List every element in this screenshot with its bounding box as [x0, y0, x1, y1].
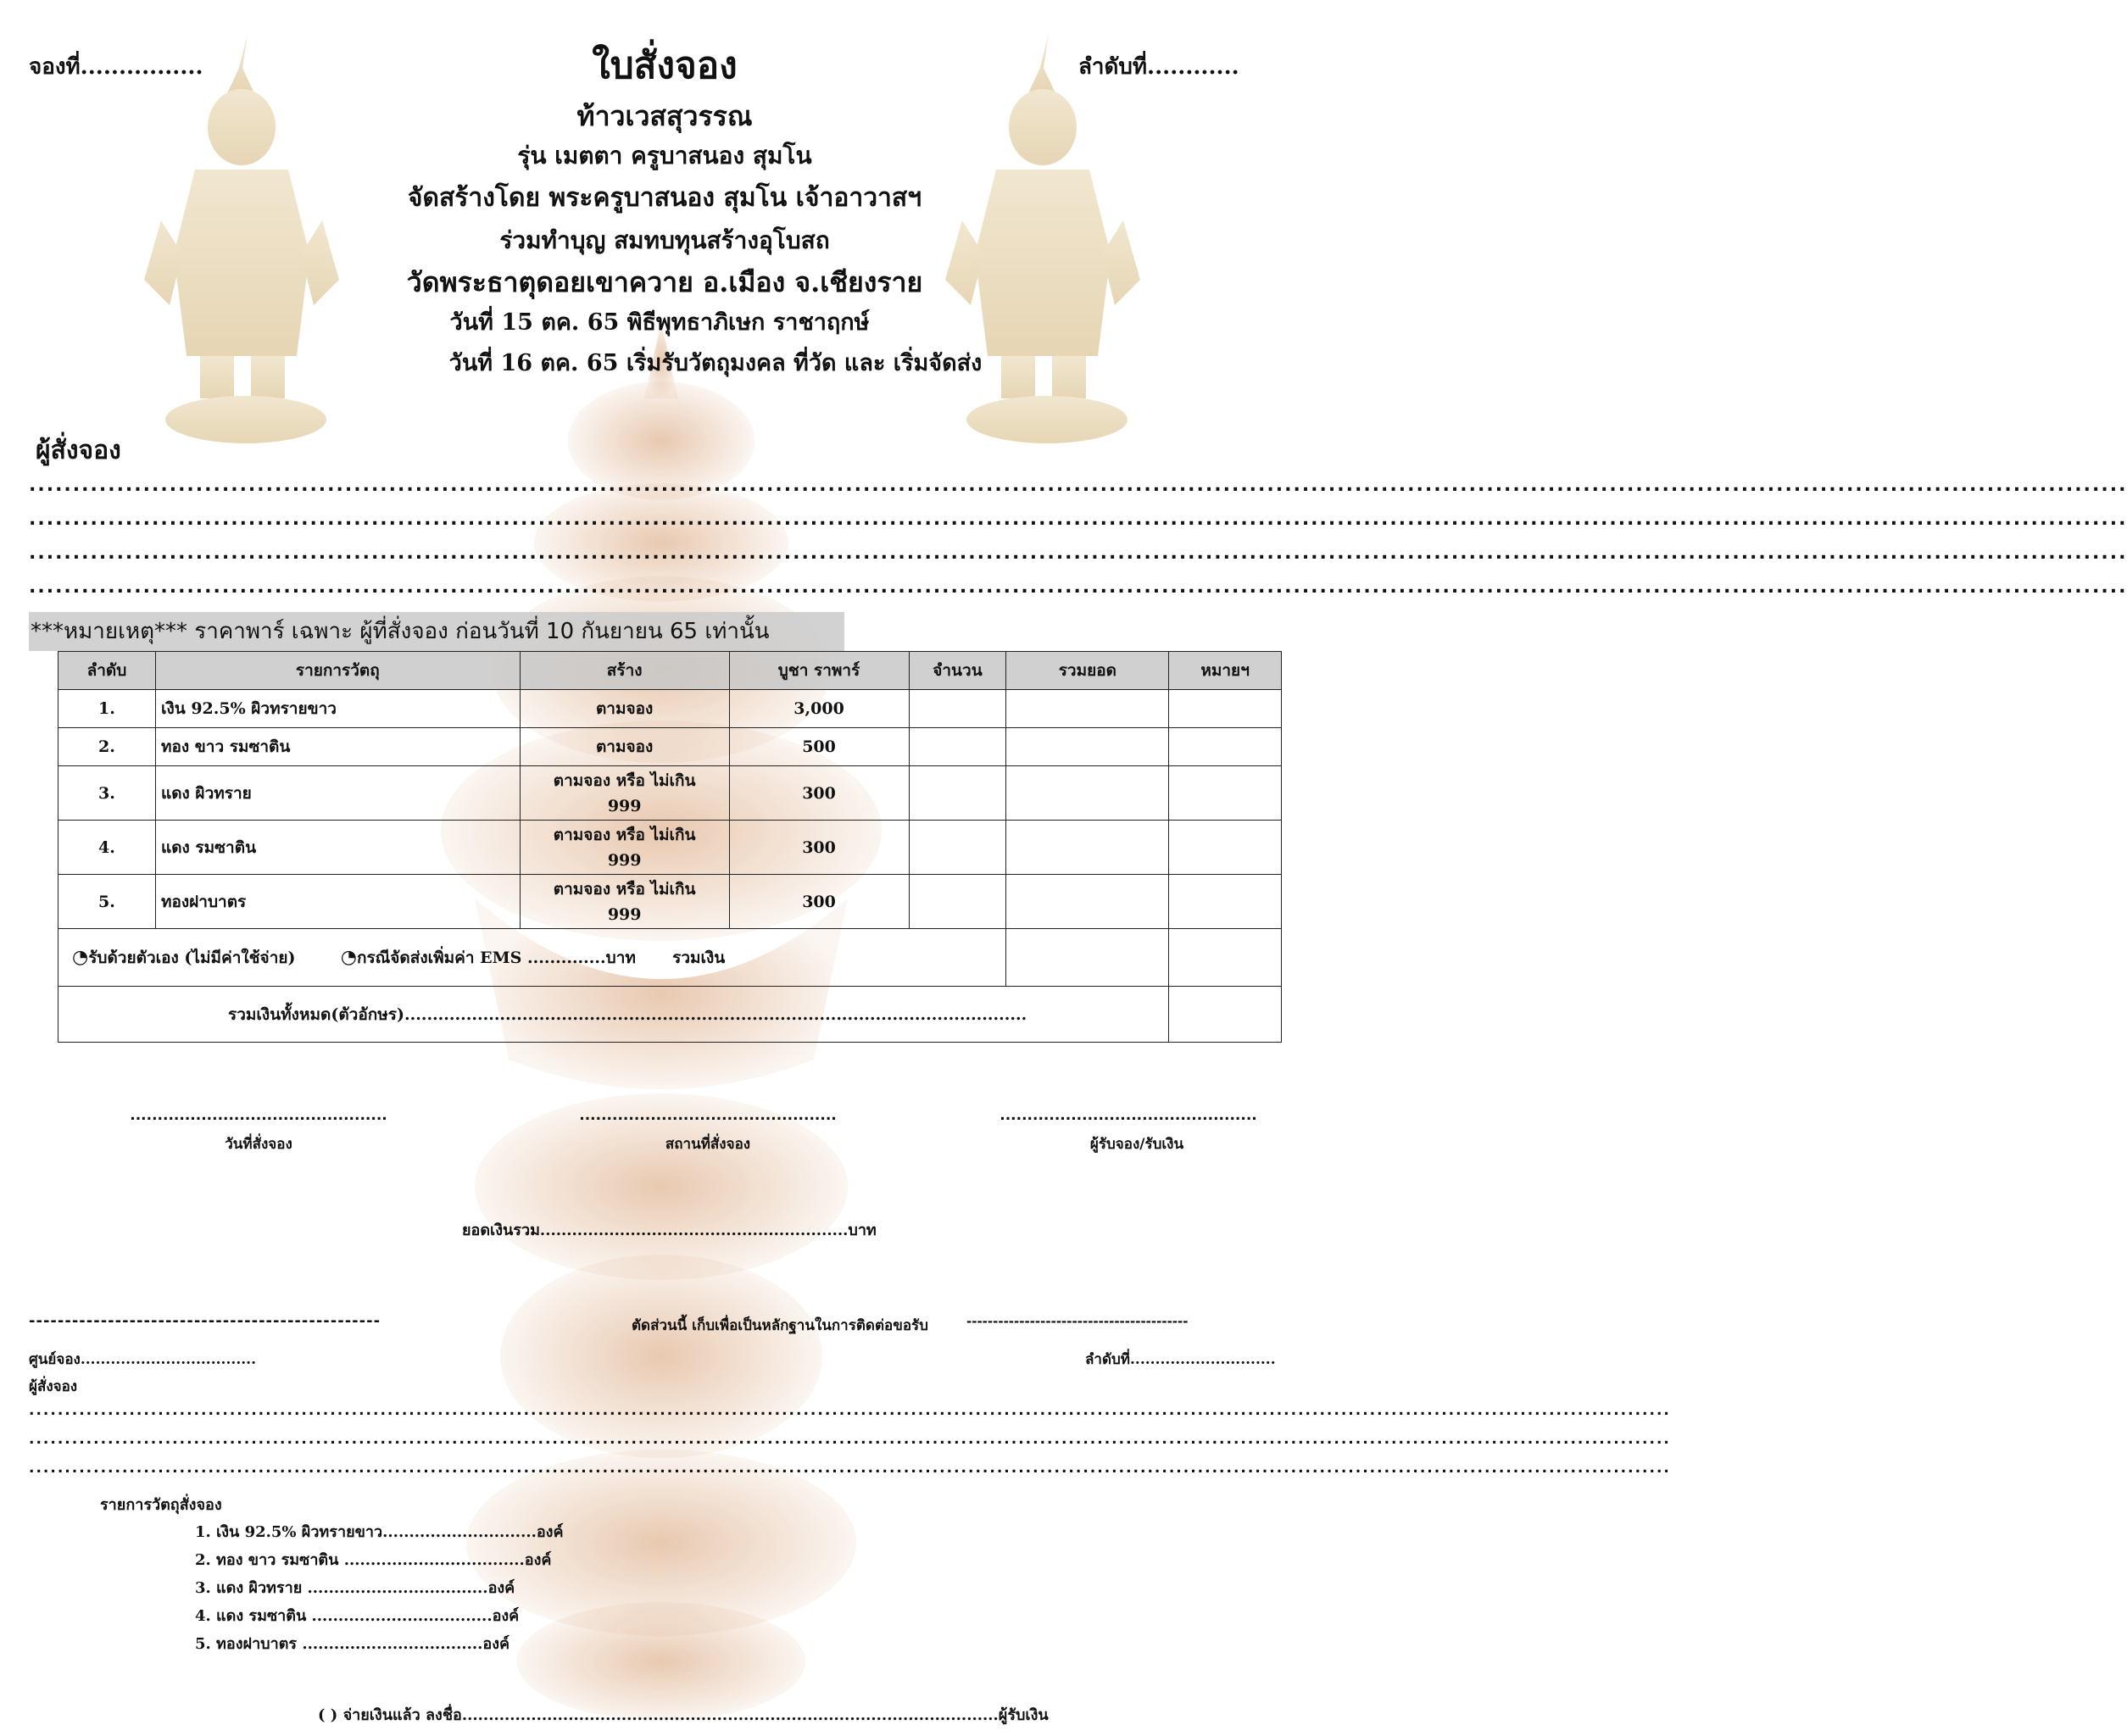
orderer-line-2[interactable]: ...............................................................................................................................................................................................................................................: [29, 509, 2127, 530]
total-text-field[interactable]: รวมเงินทั้งหมด(ตัวอักษร)...............................................................................................................: [58, 987, 1169, 1043]
receiver-signature-dots[interactable]: ...............................................: [999, 1107, 1257, 1124]
pickup-radio-icon[interactable]: ◔: [72, 945, 89, 968]
ceremony-date-line: วันที่ 15 ตค. 65 พิธีพุทธาภิเษก ราชาฤกษ์: [449, 309, 870, 336]
row-make: ตามจอง: [520, 690, 729, 728]
sum-cell[interactable]: [1006, 929, 1169, 987]
row-no: 3.: [58, 766, 156, 821]
booking-center-field[interactable]: ศูนย์จอง...................................: [29, 1351, 256, 1368]
row-qty-cell[interactable]: [909, 821, 1006, 875]
ordered-item-1[interactable]: 1. เงิน 92.5% ผิวทรายขาว.............................องค์: [195, 1523, 564, 1541]
row-total-cell[interactable]: [1006, 690, 1169, 728]
total-amount-line[interactable]: ยอดเงินรวม..........................................................บาท: [462, 1221, 877, 1239]
row-qty-cell[interactable]: [909, 875, 1006, 929]
ordered-item-4[interactable]: 4. แดง รมซาติน ..................................องค์: [195, 1607, 520, 1625]
receiver-label: ผู้รับจอง/รับเงิน: [1089, 1136, 1184, 1153]
orderer-label: ผู้สั่งจอง: [36, 436, 121, 465]
stub-orderer-line-2[interactable]: .....................................................................................................................................................................................................................................: [29, 1431, 1671, 1448]
row-price: 300: [729, 766, 909, 821]
col-header-qty: จำนวน: [909, 652, 1006, 690]
total-text-note-cell[interactable]: [1169, 987, 1282, 1043]
orderer-line-3[interactable]: ...............................................................................................................................................................................................................................................: [29, 542, 2127, 564]
row-make-line1: ตามจอง หรือ ไม่เกิน: [553, 825, 696, 844]
orderer-line-4[interactable]: ...............................................................................................................................................................................................................................................: [29, 576, 2127, 598]
row-total-cell[interactable]: [1006, 821, 1169, 875]
date-ordered-label: วันที่สั่งจอง: [225, 1136, 292, 1153]
stub-sequence-field[interactable]: ลำดับที่.............................: [1085, 1351, 1276, 1368]
row-make: [520, 875, 729, 929]
place-signature-dots[interactable]: ...............................................: [579, 1107, 837, 1124]
date-signature-dots[interactable]: ...............................................: [130, 1107, 387, 1124]
table-row: [58, 690, 1282, 728]
stub-orderer-line-1[interactable]: .....................................................................................................................................................................................................................................: [29, 1402, 1671, 1419]
row-item: ทองฝาบาตร: [155, 875, 520, 929]
cut-instruction: ตัดส่วนนี้ เก็บเพื่อเป็นหลักฐานในการติดต่อขอรับ: [632, 1317, 928, 1334]
sum-note-cell[interactable]: [1169, 929, 1282, 987]
pickup-date-line: วันที่ 16 ตค. 65 เริ่มรับวัตถุมงคล ที่วัด และ เริ่มจัดส่ง: [448, 350, 983, 376]
row-item: แดง รมซาติน: [155, 821, 520, 875]
edition-line: รุ่น เมตตา ครูบาสนอง สุมโน: [517, 142, 812, 170]
row-price: 300: [729, 875, 909, 929]
col-header-make: สร้าง: [520, 652, 729, 690]
row-price: 3,000: [729, 690, 909, 728]
cut-dashes-right: ------------------------------------------: [966, 1314, 1189, 1329]
ems-radio-icon[interactable]: ◔: [340, 945, 357, 968]
pickup-option-label: รับด้วยตัวเอง (ไม่มีค่าใช้จ่าย): [88, 948, 296, 967]
amulet-name: ท้าวเวสสุวรรณ: [576, 100, 753, 132]
row-qty-cell[interactable]: [909, 728, 1006, 766]
row-qty-cell[interactable]: [909, 766, 1006, 821]
shipping-row: [58, 929, 1282, 987]
col-header-item: รายการวัตถุ: [155, 652, 520, 690]
sequence-number-label: ลำดับที่............: [1078, 54, 1239, 80]
price-note: ***หมายเหตุ*** ราคาพาร์ เฉพาะ ผู้ที่สั่งจอง ก่อนวันที่ 10 กันยายน 65 เท่านั้น: [29, 612, 844, 651]
col-header-total: รวมยอด: [1006, 652, 1169, 690]
row-total-cell[interactable]: [1006, 766, 1169, 821]
payment-signature-line[interactable]: ( ) จ่ายเงินแล้ว ลงชื่อ.....................................................................................................ผู้รับเงิน: [318, 1706, 1049, 1724]
ems-option-label: กรณีจัดส่งเพิ่มค่า EMS ..............บาท: [356, 948, 636, 967]
table-row: [58, 766, 1282, 821]
stub-orderer-label: ผู้สั่งจอง: [29, 1378, 78, 1395]
row-no: 4.: [58, 821, 156, 875]
row-make-line2: 999: [607, 850, 642, 870]
creator-line: จัดสร้างโดย พระครูบาสนอง สุมโน เจ้าอาวาสฯ: [407, 183, 922, 213]
merit-line: ร่วมทำบุญ สมทบทุนสร้างอุโบสถ: [499, 226, 830, 254]
ordered-item-3[interactable]: 3. แดง ผิวทราย ..................................องค์: [195, 1579, 515, 1597]
orderer-line-1[interactable]: ...............................................................................................................................................................................................................................................: [29, 475, 2127, 496]
row-make: [520, 821, 729, 875]
sum-label: รวมเงิน: [672, 948, 726, 967]
row-make-line1: ตามจอง หรือ ไม่เกิน: [553, 771, 696, 790]
row-no: 2.: [58, 728, 156, 766]
col-header-price: บูชา ราพาร์: [729, 652, 909, 690]
stub-orderer-line-3[interactable]: .....................................................................................................................................................................................................................................: [29, 1460, 1671, 1477]
col-header-no: ลำดับ: [58, 652, 156, 690]
row-make: [520, 766, 729, 821]
cut-dashes-left: -------------------------------------------------: [29, 1312, 381, 1330]
table-row: [58, 821, 1282, 875]
place-ordered-label: สถานที่สั่งจอง: [665, 1136, 751, 1153]
row-total-cell[interactable]: [1006, 728, 1169, 766]
row-note-cell[interactable]: [1169, 728, 1282, 766]
row-make-line2: 999: [607, 904, 642, 924]
booking-number-label: จองที่................: [29, 54, 203, 80]
page-title: ใบสั่งจอง: [592, 44, 738, 87]
row-no: 5.: [58, 875, 156, 929]
ordered-item-2[interactable]: 2. ทอง ขาว รมซาติน ..................................องค์: [195, 1551, 552, 1569]
order-table: [58, 651, 1282, 1043]
col-header-note: หมายฯ: [1169, 652, 1282, 690]
row-make-line1: ตามจอง หรือ ไม่เกิน: [553, 879, 696, 899]
row-note-cell[interactable]: [1169, 690, 1282, 728]
table-row: [58, 728, 1282, 766]
row-item: แดง ผิวทราย: [155, 766, 520, 821]
ordered-item-5[interactable]: 5. ทองฝาบาตร ..................................องค์: [195, 1635, 510, 1653]
row-price: 500: [729, 728, 909, 766]
shipping-options: [58, 929, 1006, 987]
temple-line: วัดพระธาตุดอยเขาควาย อ.เมือง จ.เชียงราย: [406, 266, 923, 298]
row-note-cell[interactable]: [1169, 821, 1282, 875]
row-price: 300: [729, 821, 909, 875]
row-total-cell[interactable]: [1006, 875, 1169, 929]
row-item: เงิน 92.5% ผิวทรายขาว: [155, 690, 520, 728]
row-no: 1.: [58, 690, 156, 728]
ordered-items-heading: รายการวัตถุสั่งจอง: [100, 1496, 222, 1514]
row-note-cell[interactable]: [1169, 875, 1282, 929]
row-make: ตามจอง: [520, 728, 729, 766]
total-text-row: [58, 987, 1282, 1043]
row-qty-cell[interactable]: [909, 690, 1006, 728]
row-item: ทอง ขาว รมซาติน: [155, 728, 520, 766]
row-note-cell[interactable]: [1169, 766, 1282, 821]
table-row: [58, 875, 1282, 929]
table-header-row: [58, 652, 1282, 690]
row-make-line2: 999: [607, 796, 642, 815]
